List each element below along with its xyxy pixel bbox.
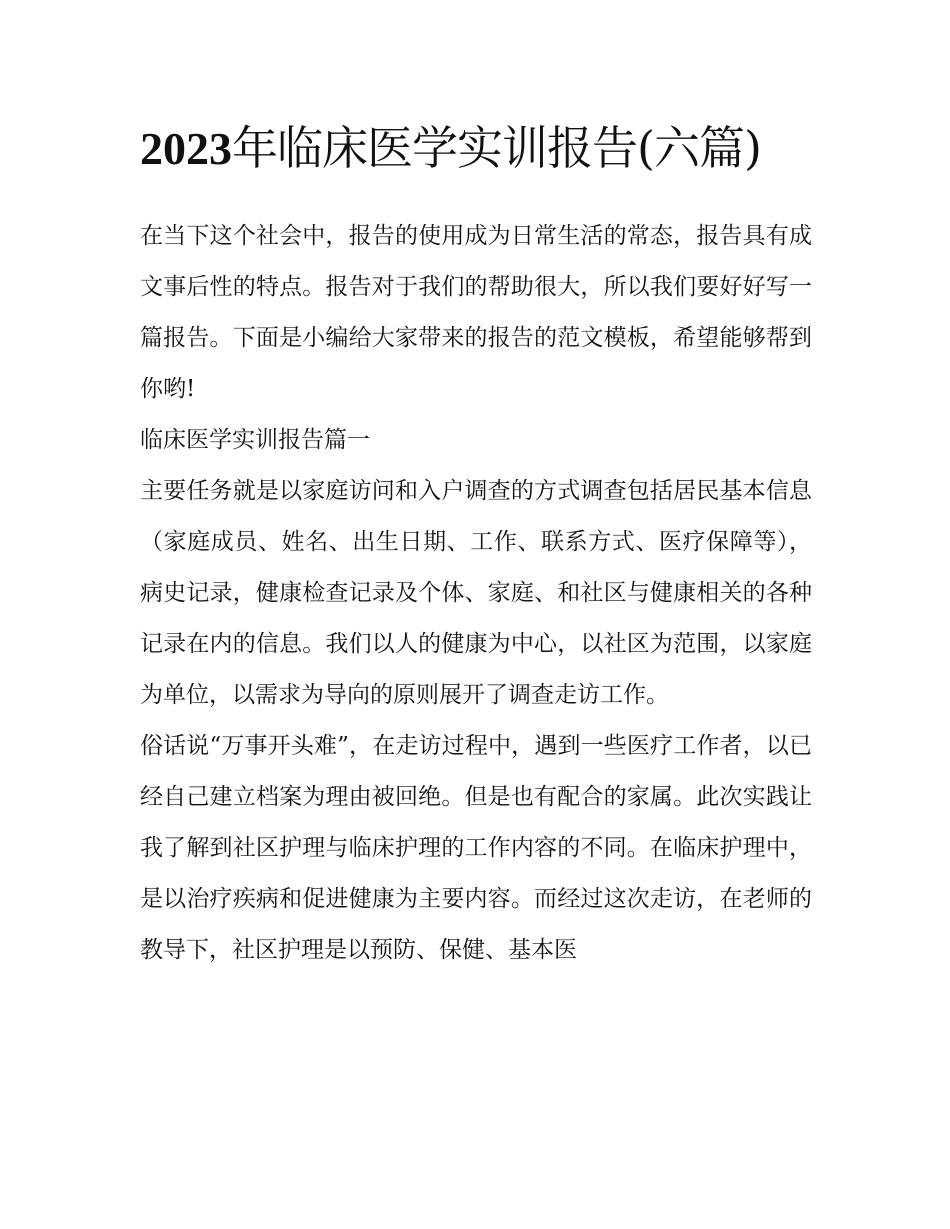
body-paragraph-1: 主要任务就是以家庭访问和入户调查的方式调查包括居民基本信息（家庭成员、姓名、出生日期、工作、联系方式、医疗保障等），病史记录，健康检查记录及个体、家庭、和社区与健康相关的各种记录在内的信息。我们以人的健康为中心，以社区为范围，以家庭为单位，以需求为导向的原则展开了调查走访工作。 [140, 478, 812, 708]
document-page [140, 112, 812, 976]
title-year: 2023 [140, 123, 232, 174]
section-heading: 临床医学实训报告篇一 [140, 427, 370, 453]
body-paragraph-2: 俗话说“万事开头难”，在走访过程中，遇到一些医疗工作者，以已经自己建立档案为理由被回绝。但是也有配合的家属。此次实践让我了解到社区护理与临床护理的工作内容的不同。在临床护理中，是以治疗疾病和促进健康为主要内容。而经过这次走访，在老师的教导下，社区护理是以预防、保健、基本医 [140, 733, 812, 963]
document-title [140, 112, 812, 185]
title-text: 年临床医学实训报告(六篇) [232, 121, 761, 175]
intro-paragraph: 在当下这个社会中，报告的使用成为日常生活的常态，报告具有成文事后性的特点。报告对于我们的帮助很大，所以我们要好好写一篇报告。下面是小编给大家带来的报告的范文模板，希望能够帮到你哟! [140, 223, 812, 402]
